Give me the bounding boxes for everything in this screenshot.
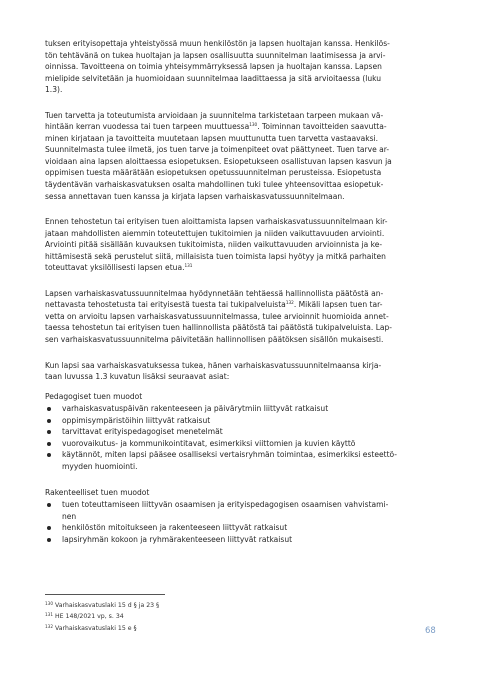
list-item: vuorovaikutus- ja kommunikointitavat, esimerkiksi viittomien ja kuvien käyttö <box>45 438 443 450</box>
text-line: Lapsen varhaiskasvatussuunnitelmaa hyödynnetään tehtäessä hallinnollista päätöstä an- <box>45 288 384 298</box>
list-item: varhaiskasvatuspäivän rakenteeseen ja päivärytmiin liittyvät ratkaisut <box>45 403 443 415</box>
text-line: vioidaan aina lapsen aloittaessa esiopetuksen. Esiopetukseen osallistuvan lapsen kasvun ja <box>45 156 392 166</box>
text-line: tuksen erityisopettaja yhteistyössä muun henkilöstön ja lapsen huoltajan kanssa. Henkilös- <box>45 39 390 48</box>
bullet-icon <box>47 419 51 423</box>
body-text <box>45 38 443 545</box>
list-heading-pedagogical: Pedagogiset tuen muodot <box>45 391 143 401</box>
text-line: taessa tehostetun tai erityisen tuen hallinnollista päätöstä tai päätöstä tukipalveluista. Lap- <box>45 323 393 333</box>
text-line: sen varhaiskasvatussuunnitelma päivitetään hallinnollisen päätöksen sisällön mukaisesti. <box>45 335 384 345</box>
text-line: jataan mahdollisten aiemmin toteutettujen tukitoimien ja niiden vaikuttavuuden arviointi. <box>45 228 385 238</box>
paragraph-4 <box>45 288 443 346</box>
text-line: täydentävän varhaiskasvatuksen osalta mahdollinen tuki tulee yhteensovittaa esiopetuk- <box>45 180 384 190</box>
text-line: mielipide selvitetään ja huomioidaan suunnitelmaa laadittaessa ja sitä arvioitaessa (luku <box>45 73 382 83</box>
bullet-icon <box>47 453 51 457</box>
list-item: tarvittavat erityispedagogiset menetelmät <box>45 426 443 438</box>
text-line: nettavasta tehostetusta tai erityisestä tuesta tai tukipalveluista$^{132}$. Mikäli lapsen tuen tar- <box>45 300 383 310</box>
text-line: Suunnitelmasta tulee ilmetä, jos tuen tarve ja toimenpiteet ovat päättyneet. Tuen tarve ar- <box>45 145 390 155</box>
text-line: tön tehtävänä on tukea huoltajan ja lapsen osallisuutta suunnitelman laatimisessa ja arvi- <box>45 50 386 60</box>
bullet-icon <box>47 503 51 507</box>
footnote-ref: 130 <box>249 122 258 128</box>
text-line: Ennen tehostetun tai erityisen tuen aloittamista lapsen varhaiskasvatussuunnitelmaan kir- <box>45 217 388 227</box>
text-line: Kun lapsi saa varhaiskasvatuksessa tukea, hänen varhaiskasvatussuunnitelmaansa kirja- <box>45 360 382 370</box>
list-item: tuen toteuttamiseen liittyvän osaamisen ja erityispedagogisen osaamisen vahvistami- nen <box>45 499 443 522</box>
text-line: hittämisestä sekä perustelut siitä, millaisista tuen toimista lapsi hyötyy ja mitkä parhaiten <box>45 251 386 261</box>
bullet-icon <box>47 526 51 530</box>
list-heading-structural: Rakenteelliset tuen muodot <box>45 487 150 497</box>
bullet-icon <box>47 430 51 434</box>
footnote: $^{130}$ Varhaiskasvatuslaki 15 d § ja 23 § <box>45 601 160 609</box>
footnotes <box>45 599 159 633</box>
text-line: vetta on arvioitu lapsen varhaiskasvatussuunnitelmassa, tulee arvioinnit huomioida annet- <box>45 311 389 321</box>
page-number: 68 <box>425 626 436 636</box>
paragraph-5 <box>45 360 443 383</box>
list-item: oppimisympäristöihin liittyvät ratkaisut <box>45 415 443 427</box>
paragraph-1 <box>45 38 443 96</box>
text-line: hintään kerran vuodessa tai tuen tarpeen muuttuessa$^{130}$. Toiminnan tavoitteiden saavutta- <box>45 122 387 132</box>
footnote: $^{131}$ HE 148/2021 vp, s. 34 <box>45 612 124 621</box>
text-line: oinnissa. Tavoitteena on toimia yhteisymmärryksessä lapsen ja huoltajan kanssa. Lapsen <box>45 62 382 72</box>
text-line: Tuen tarvetta ja toteutumista arvioidaan ja suunnitelma tarkistetaan tarpeen mukaan vä- <box>45 110 384 120</box>
text-line: minen kirjataan ja tavoitteita muutetaan lapsen muuttunutta tuen tarvetta vastaavaksi. <box>45 133 378 143</box>
text-line: sessa annettavan tuen kanssa ja kirjata lapsen varhaiskasvatussuunnitelmaan. <box>45 191 345 201</box>
footnote-divider <box>45 594 165 595</box>
list-item: käytännöt, miten lapsi pääsee osalliseksi vertaisryhmän toimintaa, esimerkiksi esteettö- myyden huomiointi. <box>45 449 443 472</box>
bullet-icon <box>47 407 51 411</box>
paragraph-3 <box>45 216 443 274</box>
bullet-icon <box>47 442 51 446</box>
text-line: oppimisen tuesta määrätään esiopetuksen opetussuunnitelman perusteissa. Esiopetusta <box>45 168 382 178</box>
footnote-ref: 132 <box>285 300 294 306</box>
paragraph-2 <box>45 110 443 202</box>
pedagogical-support-list <box>45 403 443 472</box>
text-line: Arviointi pitää sisällään kuvauksen tukitoimista, niiden vaikuttavuuden arvioinnista ja ke- <box>45 240 383 250</box>
text-line: 1.3). <box>45 85 63 95</box>
footnote-ref: 131 <box>184 263 193 269</box>
structural-support-list <box>45 499 443 545</box>
text-line: taan luvussa 1.3 kuvatun lisäksi seuraavat asiat: <box>45 372 230 382</box>
list-item: lapsiryhmän kokoon ja ryhmärakenteeseen liittyvät ratkaisut <box>45 534 443 546</box>
bullet-icon <box>47 538 51 542</box>
footnote: $^{132}$ Varhaiskasvatuslaki 15 e § <box>45 623 137 632</box>
text-line: toteuttavat yksilöllisesti lapsen etua.$^{131}$ <box>45 263 193 273</box>
list-item: henkilöstön mitoitukseen ja rakenteeseen liittyvät ratkaisut <box>45 522 443 534</box>
